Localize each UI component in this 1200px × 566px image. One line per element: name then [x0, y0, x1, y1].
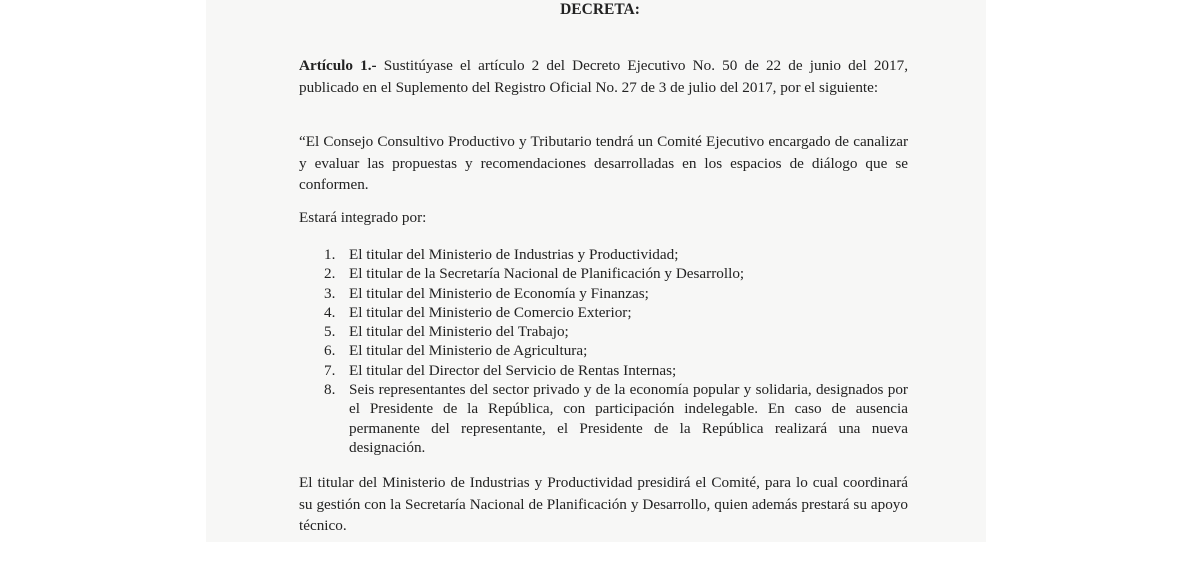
article-title: Artículo 1.- [299, 57, 377, 74]
list-item-text: El titular del Ministerio de Comercio Exterior; [349, 303, 632, 321]
list-item-text: El titular del Ministerio de Economía y Finanzas; [349, 284, 649, 302]
list-item [299, 245, 908, 264]
integrated-by-text: Estará integrado por: [299, 209, 427, 226]
list-item-number: 3. [324, 284, 336, 302]
list-item-text: El titular del Ministerio del Trabajo; [349, 323, 569, 341]
list-item-number: 2. [324, 265, 336, 283]
list-item-number: 4. [324, 303, 336, 321]
list-item-number: 7. [324, 361, 336, 379]
decree-heading: DECRETA: [560, 1, 640, 18]
list-item [299, 380, 908, 457]
list-item [299, 284, 908, 303]
member-list [299, 245, 908, 457]
article-text: Sustitúyase el artículo 2 del Decreto Ejecutivo No. 50 de 22 de junio del 2017, publicado en el Suplemento del Registro Oficial No. 27 de 3 de julio del 2017, por el siguiente: [299, 57, 908, 96]
list-item [299, 322, 908, 341]
list-item [299, 361, 908, 380]
list-item-text: El titular del Director del Servicio de Rentas Internas; [349, 361, 677, 379]
list-item-text: El titular del Ministerio de Industrias y Productividad; [349, 246, 679, 263]
quote-paragraph: “El Consejo Consultivo Productivo y Tributario tendrá un Comité Ejecutivo encargado de canalizar y evaluar las propuestas y recomendaciones desarrolladas en los espacios de diálogo que se conformen. [299, 133, 908, 193]
list-item-text: El titular del Ministerio de Agricultura; [349, 342, 588, 360]
list-item-number: 5. [324, 323, 336, 341]
closing-paragraph: El titular del Ministerio de Industrias y Productividad presidirá el Comité, para lo cual coordinará su gestión con la Secretaría Nacional de Planificación y Desarrollo, quien además prestará su apoyo técnico. [299, 474, 908, 534]
list-item [299, 264, 908, 283]
list-item-number: 1. [324, 246, 336, 263]
article-paragraph [299, 55, 908, 98]
list-item-number: 6. [324, 342, 336, 360]
list-item [299, 303, 908, 322]
list-item-text: Seis representantes del sector privado y de la economía popular y solidaria, designados por el Presidente de la República, con participación indelegable. En caso de ausencia permanente del representante, el Presidente de la República realizará una nueva designación. [349, 381, 908, 456]
list-item [299, 341, 908, 360]
list-item-number: 8. [324, 381, 336, 399]
list-item-text: El titular de la Secretaría Nacional de Planificación y Desarrollo; [349, 265, 745, 283]
